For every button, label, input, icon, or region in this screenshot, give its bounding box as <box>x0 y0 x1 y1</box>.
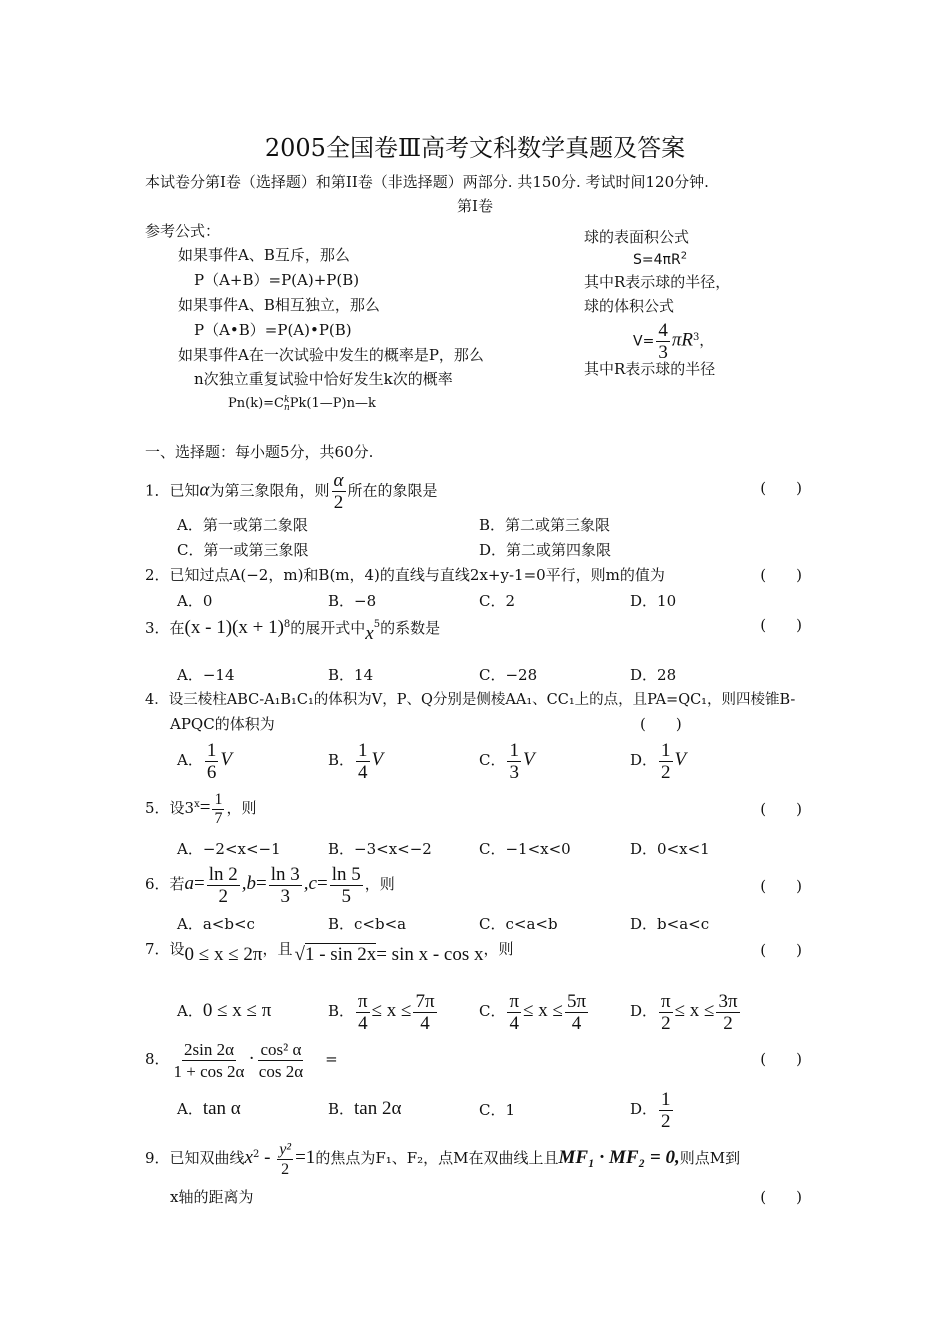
question-stem: 8． $\frac{2\sin 2\alpha}{1 + \cos 2\alpha}$ · $\frac{\text{cos² α}}{\cos 2\alpha}$ = <box>145 1039 338 1081</box>
answer-paren: ( ) <box>760 800 802 818</box>
option-b: B． $\frac{\pi}{4}$ ≤ x ≤ $\frac{7\pi}{4}$ <box>328 990 435 1034</box>
option-a: A．0 ≤ x ≤ π <box>177 1000 272 1021</box>
formula-line: n次独立重复试验中恰好发生k次的概率 <box>194 370 453 388</box>
option-c: C．−1<x<0 <box>479 840 571 858</box>
option-a: A． $\frac{1}{6}$ V <box>177 739 232 783</box>
option-b: B． $\frac{1}{4}$ V <box>328 739 384 783</box>
formula-line: 如果事件A、B互斥，那么 <box>178 246 350 264</box>
sphere-line: 其中R表示球的半径 <box>584 360 716 378</box>
question-stem: 6．若a= $\frac{\ln 2}{2}$ ,b= $\frac{\ln 3}{3}$ ,c= $\frac{\ln 5}{5}$ ，则 <box>145 863 395 907</box>
page-title: 2005全国卷Ⅲ高考文科数学真题及答案 <box>264 134 686 162</box>
option-c: C．−28 <box>479 666 538 684</box>
option-d: D． $\frac{1}{2}$ <box>630 1088 671 1132</box>
option-a: A．第一或第二象限 <box>177 516 308 534</box>
option-b: B．−3<x<−2 <box>328 840 432 858</box>
sphere-area-formula: $S=4\pi R^2$ <box>633 250 688 268</box>
option-b: B．第二或第三象限 <box>479 516 611 534</box>
option-b: B．c<b<a <box>328 915 407 933</box>
question-stem: 9．已知双曲线$x^2$ - $\frac{\text{y²}}{2}$ =1的焦点为F₁、F₂，点M在双曲线上且MF₁ · MF₂ = 0,则点M到 <box>145 1140 741 1178</box>
intro-text: 本试卷分第Ⅰ卷（选择题）和第II卷（非选择题）两部分. 共150分. 考试时间120分钟. <box>145 173 709 191</box>
option-b: B．−8 <box>328 592 377 610</box>
option-c: C．2 <box>479 592 516 610</box>
answer-paren: ( ) <box>760 877 802 895</box>
option-b: B．14 <box>328 666 374 684</box>
question-stem-cont: APQC的体积为 <box>170 715 275 733</box>
option-c: C．第一或第三象限 <box>177 541 309 559</box>
option-a: A．−14 <box>177 666 235 684</box>
answer-paren: ( ) <box>760 616 802 634</box>
option-a: A．−2<x<−1 <box>177 840 281 858</box>
option-d: D．b<a<c <box>630 915 710 933</box>
formula-line: 如果事件A、B相互独立，那么 <box>178 296 380 314</box>
sphere-volume-formula: V= $\frac{4}{3}$ $\pi R^3$， <box>633 320 714 363</box>
formula-line: 如果事件A在一次试验中发生的概率是P，那么 <box>178 346 484 364</box>
option-d: D．10 <box>630 592 677 610</box>
question-stem: 4．设三棱柱ABC-A₁B₁C₁的体积为V，P、Q分别是侧棱AA₁、CC₁上的点，且PA=QC₁，则四棱锥B- <box>145 692 796 708</box>
section-heading: 一、选择题：每小题5分，共60分. <box>145 443 374 461</box>
formula-line: P（A•B）=P(A)•P(B) <box>194 321 352 339</box>
answer-paren: ( ) <box>640 715 682 733</box>
question-stem-cont: x轴的距离为 <box>170 1188 254 1206</box>
option-d: D．28 <box>630 666 677 684</box>
answer-paren: ( ) <box>760 1188 802 1206</box>
question-stem: 5．设$3^x=$ $\frac{1}{7}$ ，则 <box>145 790 257 827</box>
option-d: D． $\frac{1}{2}$ V <box>630 739 687 783</box>
question-stem: 1．已知α为第三象限角，则 $\frac{\alpha}{2}$ 所在的象限是 <box>145 470 438 513</box>
answer-paren: ( ) <box>760 479 802 497</box>
option-b: B．tan 2α <box>328 1098 402 1119</box>
option-d: D． $\frac{\pi}{2}$ ≤ x ≤ $\frac{3\pi}{2}$ <box>630 990 738 1034</box>
option-d: D．0<x<1 <box>630 840 710 858</box>
option-a: A．0 <box>177 592 213 610</box>
part-label: 第Ⅰ卷 <box>457 197 493 215</box>
question-stem: 3．在$(x - 1)(x + 1)^8$的展开式中$x^5$的系数是 <box>145 617 441 644</box>
option-a: A．tan α <box>177 1098 241 1119</box>
answer-paren: ( ) <box>760 941 802 959</box>
sphere-line: 球的体积公式 <box>584 297 675 315</box>
binomial-formula: Pn(k)=C k n Pk(1—P)n—k <box>228 394 376 413</box>
question-stem: 7．设0 ≤ x ≤ 2π，且 √1 - sin 2x= sin x - cos x，则 <box>145 940 514 965</box>
answer-paren: ( ) <box>760 566 802 584</box>
question-stem: 2．已知过点A(−2，m)和B(m，4)的直线与直线2x+y-1=0平行，则m的值为 <box>145 566 665 584</box>
option-c: C．c<a<b <box>479 915 558 933</box>
option-c: C． $\frac{1}{3}$ V <box>479 739 535 783</box>
option-c: C． $\frac{\pi}{4}$ ≤ x ≤ $\frac{5\pi}{4}$ <box>479 990 587 1034</box>
formula-line: P（A+B）=P(A)+P(B) <box>194 271 360 289</box>
option-d: D．第二或第四象限 <box>479 541 612 559</box>
sphere-line: 其中R表示球的半径， <box>584 273 731 291</box>
option-a: A．a<b<c <box>177 915 255 933</box>
option-c: C．1 <box>479 1101 516 1119</box>
formula-heading: 参考公式： <box>145 222 221 240</box>
answer-paren: ( ) <box>760 1050 802 1068</box>
sphere-line: 球的表面积公式 <box>584 228 690 246</box>
